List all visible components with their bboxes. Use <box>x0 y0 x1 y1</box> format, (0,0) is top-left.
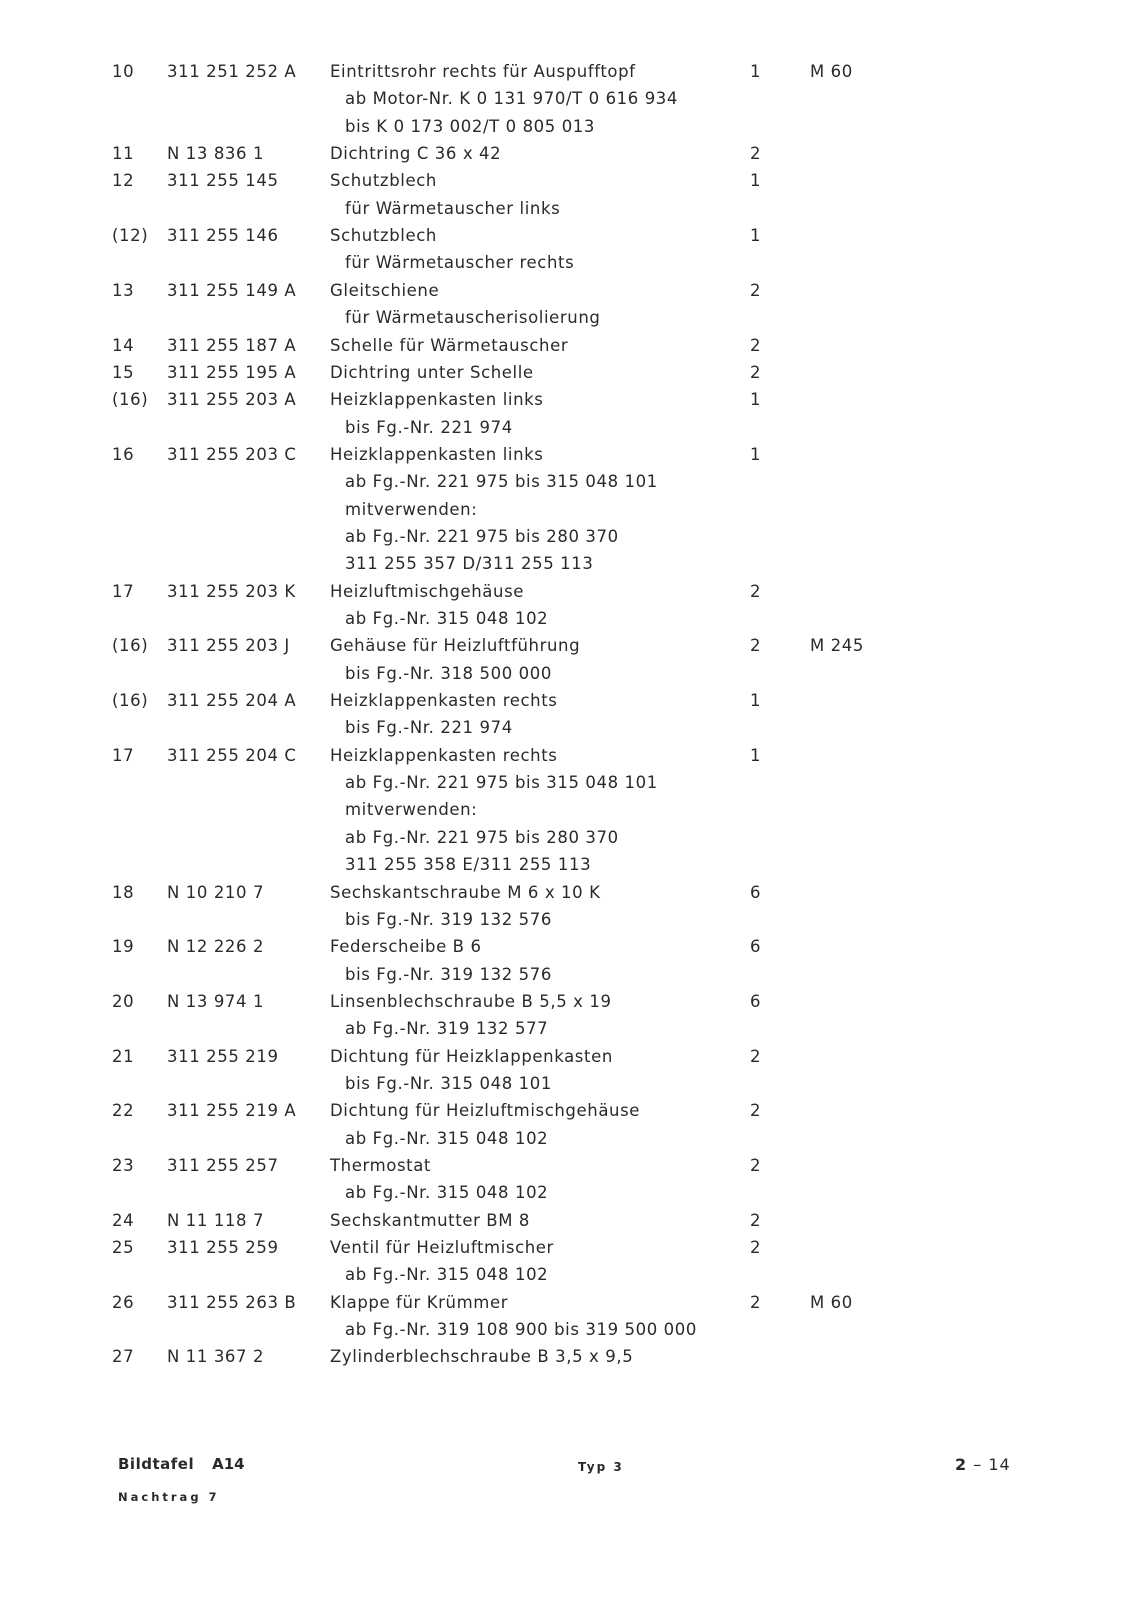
part-subline: ab Fg.-Nr. 315 048 102 <box>345 1128 549 1148</box>
part-quantity: 1 <box>750 444 762 464</box>
part-description: Heizluftmischgehäuse <box>330 581 525 601</box>
part-subline-row <box>0 1320 1133 1347</box>
part-position: 10 <box>112 62 135 81</box>
part-quantity: 1 <box>750 691 762 711</box>
part-subline: 311 255 357 D/311 255 113 <box>345 554 594 574</box>
part-row <box>0 992 1133 1019</box>
part-description: Dichtring unter Schelle <box>330 362 534 382</box>
part-number: N 13 974 1 <box>167 991 265 1011</box>
part-subline-row <box>0 664 1133 691</box>
part-row <box>0 62 1133 89</box>
part-number: 311 255 259 <box>167 1238 279 1258</box>
part-number: 311 255 146 <box>167 226 279 246</box>
part-subline-row <box>0 527 1133 554</box>
part-row <box>0 691 1133 718</box>
part-description: Eintrittsrohr rechts für Auspufftopf <box>330 62 636 81</box>
part-subline-row <box>0 1183 1133 1210</box>
part-subline: für Wärmetauscher links <box>345 198 561 218</box>
page-section: 2 <box>955 1455 968 1474</box>
part-subline-row <box>0 472 1133 499</box>
part-remark: M 60 <box>810 1292 853 1312</box>
part-description: Schelle für Wärmetauscher <box>330 335 569 355</box>
part-subline-row <box>0 965 1133 992</box>
part-quantity: 2 <box>750 1046 762 1066</box>
part-position: (16) <box>112 691 149 711</box>
part-position: 27 <box>112 1347 135 1367</box>
part-row <box>0 883 1133 910</box>
part-subline: ab Fg.-Nr. 315 048 102 <box>345 609 549 628</box>
part-row <box>0 1101 1133 1128</box>
part-row <box>0 226 1133 253</box>
part-subline-row <box>0 117 1133 144</box>
part-description: Schutzblech <box>330 171 437 191</box>
part-position: 24 <box>112 1210 135 1230</box>
part-position: 14 <box>112 335 135 355</box>
part-subline: ab Fg.-Nr. 221 975 bis 315 048 101 <box>345 472 658 492</box>
part-description: Klappe für Krümmer <box>330 1292 509 1312</box>
part-position: (16) <box>112 636 149 656</box>
part-quantity: 2 <box>750 1101 762 1121</box>
part-quantity: 2 <box>750 1238 762 1258</box>
part-subline: ab Fg.-Nr. 221 975 bis 280 370 <box>345 526 619 546</box>
part-subline: bis Fg.-Nr. 318 500 000 <box>345 663 552 683</box>
part-subline-row <box>0 910 1133 937</box>
part-position: 18 <box>112 882 135 902</box>
part-row <box>0 582 1133 609</box>
part-description: Ventil für Heizluftmischer <box>330 1238 554 1258</box>
footer-typ: Typ 3 <box>578 1460 624 1474</box>
part-number: 311 255 195 A <box>167 362 297 382</box>
part-subline-row <box>0 89 1133 116</box>
part-number: 311 255 263 B <box>167 1292 297 1312</box>
part-number: 311 255 257 <box>167 1156 279 1175</box>
part-description: Thermostat <box>330 1156 431 1175</box>
part-subline-row <box>0 800 1133 827</box>
part-description: Heizklappenkasten rechts <box>330 691 558 711</box>
part-description: Zylinderblechschraube B 3,5 x 9,5 <box>330 1347 634 1367</box>
footer-nachtrag: Nachtrag 7 <box>118 1490 220 1504</box>
part-subline: ab Fg.-Nr. 221 975 bis 315 048 101 <box>345 773 658 793</box>
part-row <box>0 1347 1133 1374</box>
part-row <box>0 281 1133 308</box>
part-description: Gehäuse für Heizluftführung <box>330 636 581 656</box>
part-subline-row <box>0 828 1133 855</box>
part-description: Sechskantmutter BM 8 <box>330 1210 531 1230</box>
part-number: 311 255 203 C <box>167 444 297 464</box>
part-subline: mitverwenden: <box>345 499 478 519</box>
part-subline: für Wärmetauscherisolierung <box>345 308 601 328</box>
part-subline-row <box>0 773 1133 800</box>
part-number: N 11 367 2 <box>167 1347 265 1367</box>
part-description: Heizklappenkasten rechts <box>330 745 558 765</box>
part-description: Dichtring C 36 x 42 <box>330 144 502 164</box>
part-description: Federscheibe B 6 <box>330 937 482 957</box>
part-row <box>0 1047 1133 1074</box>
part-number: 311 255 219 <box>167 1046 279 1066</box>
part-subline: bis Fg.-Nr. 319 132 576 <box>345 909 552 929</box>
part-number: 311 255 203 K <box>167 581 296 601</box>
part-quantity: 2 <box>750 335 762 355</box>
part-subline-row <box>0 253 1133 280</box>
page-dash: – <box>973 1455 983 1474</box>
part-remark: M 245 <box>810 636 864 656</box>
part-number: N 10 210 7 <box>167 882 265 902</box>
part-position: 12 <box>112 171 135 191</box>
part-position: (12) <box>112 226 149 246</box>
part-subline-row <box>0 1265 1133 1292</box>
part-position: 25 <box>112 1238 135 1258</box>
part-position: 17 <box>112 581 135 601</box>
part-row <box>0 1211 1133 1238</box>
part-number: 311 251 252 A <box>167 62 297 81</box>
part-quantity: 1 <box>750 171 762 191</box>
part-quantity: 1 <box>750 745 762 765</box>
part-number: 311 255 145 <box>167 171 279 191</box>
part-position: 23 <box>112 1156 135 1175</box>
part-number: 311 255 219 A <box>167 1101 297 1121</box>
part-subline-row <box>0 1074 1133 1101</box>
part-row <box>0 336 1133 363</box>
part-row <box>0 636 1133 663</box>
part-row <box>0 363 1133 390</box>
part-description: Heizklappenkasten links <box>330 444 544 464</box>
part-subline-row <box>0 554 1133 581</box>
part-number: N 11 118 7 <box>167 1210 265 1230</box>
part-subline-row <box>0 609 1133 636</box>
part-subline: für Wärmetauscher rechts <box>345 253 575 273</box>
part-subline: bis Fg.-Nr. 319 132 576 <box>345 964 552 984</box>
part-description: Schutzblech <box>330 226 437 246</box>
part-quantity: 2 <box>750 280 762 300</box>
part-number: 311 255 204 A <box>167 691 297 711</box>
part-position: 20 <box>112 991 135 1011</box>
part-description: Heizklappenkasten links <box>330 390 544 410</box>
part-number: 311 255 149 A <box>167 280 297 300</box>
part-position: 13 <box>112 280 135 300</box>
part-position: 16 <box>112 444 135 464</box>
part-quantity: 2 <box>750 144 762 164</box>
part-subline-row <box>0 718 1133 745</box>
part-description: Dichtung für Heizluftmischgehäuse <box>330 1101 641 1121</box>
part-position: 11 <box>112 144 135 164</box>
part-subline-row <box>0 308 1133 335</box>
page-number-value: 14 <box>988 1455 1011 1474</box>
part-subline: ab Fg.-Nr. 319 108 900 bis 319 500 000 <box>345 1320 697 1340</box>
part-quantity: 2 <box>750 581 762 601</box>
part-row <box>0 171 1133 198</box>
part-subline-row <box>0 418 1133 445</box>
bildtafel-label: Bildtafel <box>118 1455 195 1473</box>
part-position: 15 <box>112 362 135 382</box>
part-subline: bis Fg.-Nr. 221 974 <box>345 718 513 738</box>
part-quantity: 2 <box>750 1210 762 1230</box>
part-quantity: 2 <box>750 636 762 656</box>
part-row <box>0 1238 1133 1265</box>
page-number <box>955 1455 1011 1474</box>
part-number: 311 255 204 C <box>167 745 297 765</box>
part-position: 19 <box>112 937 135 957</box>
part-row <box>0 144 1133 171</box>
part-subline: mitverwenden: <box>345 800 478 820</box>
part-number: 311 255 203 A <box>167 390 297 410</box>
part-quantity: 1 <box>750 390 762 410</box>
part-number: N 13 836 1 <box>167 144 265 164</box>
part-row <box>0 937 1133 964</box>
part-description: Gleitschiene <box>330 280 440 300</box>
part-quantity: 6 <box>750 937 762 957</box>
part-subline: ab Fg.-Nr. 315 048 102 <box>345 1183 549 1203</box>
part-number: N 12 226 2 <box>167 937 265 957</box>
part-quantity: 1 <box>750 62 762 81</box>
part-description: Linsenblechschraube B 5,5 x 19 <box>330 991 612 1011</box>
part-subline: bis Fg.-Nr. 315 048 101 <box>345 1073 552 1093</box>
part-subline-row <box>0 1019 1133 1046</box>
part-quantity: 6 <box>750 991 762 1011</box>
part-row <box>0 746 1133 773</box>
bildtafel-number: A14 <box>212 1455 245 1473</box>
part-subline: ab Motor-Nr. K 0 131 970/T 0 616 934 <box>345 89 679 109</box>
footer-bildtafel <box>118 1455 245 1473</box>
part-number: 311 255 203 J <box>167 636 290 656</box>
part-subline: bis K 0 173 002/T 0 805 013 <box>345 116 595 136</box>
part-row <box>0 1156 1133 1183</box>
part-quantity: 1 <box>750 226 762 246</box>
part-subline-row <box>0 199 1133 226</box>
part-position: 22 <box>112 1101 135 1121</box>
part-quantity: 2 <box>750 1156 762 1175</box>
part-position: 26 <box>112 1292 135 1312</box>
part-subline: ab Fg.-Nr. 221 975 bis 280 370 <box>345 827 619 847</box>
part-row <box>0 390 1133 417</box>
part-subline: ab Fg.-Nr. 315 048 102 <box>345 1265 549 1285</box>
part-position: 17 <box>112 745 135 765</box>
part-subline-row <box>0 500 1133 527</box>
part-remark: M 60 <box>810 62 853 81</box>
part-row <box>0 445 1133 472</box>
part-position: 21 <box>112 1046 135 1066</box>
part-subline: ab Fg.-Nr. 319 132 577 <box>345 1019 549 1039</box>
part-position: (16) <box>112 390 149 410</box>
part-subline-row <box>0 855 1133 882</box>
part-subline: bis Fg.-Nr. 221 974 <box>345 417 513 437</box>
part-subline-row <box>0 1129 1133 1156</box>
part-subline: 311 255 358 E/311 255 113 <box>345 855 592 875</box>
part-description: Dichtung für Heizklappenkasten <box>330 1046 613 1066</box>
part-description: Sechskantschraube M 6 x 10 K <box>330 882 601 902</box>
part-quantity: 2 <box>750 362 762 382</box>
part-quantity: 6 <box>750 882 762 902</box>
part-quantity: 2 <box>750 1292 762 1312</box>
part-number: 311 255 187 A <box>167 335 297 355</box>
part-row <box>0 1293 1133 1320</box>
